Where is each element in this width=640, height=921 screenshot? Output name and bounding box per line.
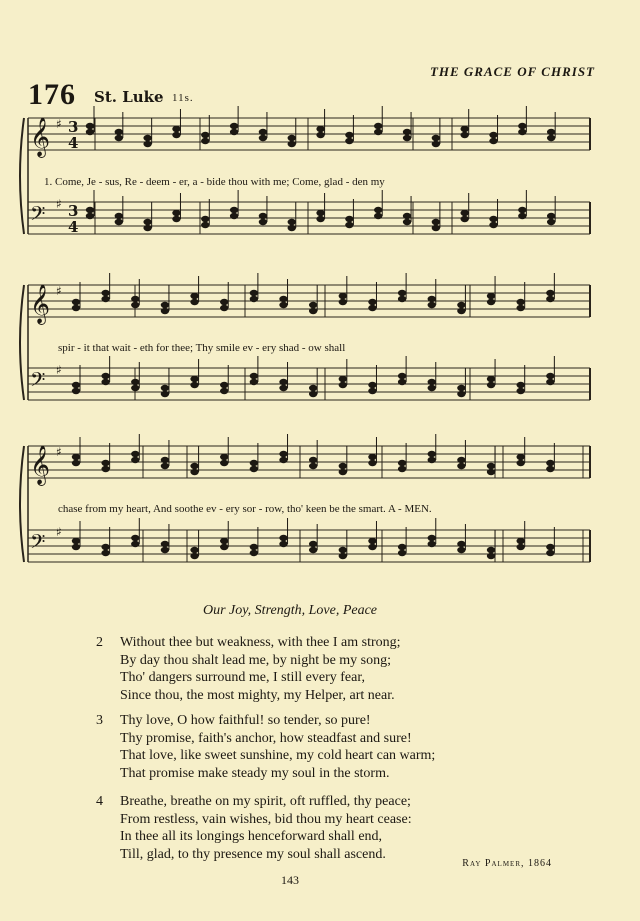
hymn-subtitle: Our Joy, Strength, Love, Peace [202,603,378,618]
note-head [143,225,151,231]
note-head [368,305,376,311]
note-head [339,547,347,553]
note-head [201,132,209,138]
note-head [279,541,287,547]
note-head [250,296,258,302]
note-head [172,132,180,138]
note-head [368,382,376,388]
note-head [172,210,180,216]
note-head [72,388,80,394]
note-head [368,388,376,394]
note-head [316,132,324,138]
stanza-line: Thy love, O how faithful! so tender, so pure! [120,713,371,728]
note-head [517,299,525,305]
note-head [403,213,411,219]
stanza-number: 4 [96,794,103,809]
bass-clef: 𝄢 [30,368,46,396]
note-head [374,123,382,129]
note-head [220,299,228,305]
note-head [279,302,287,308]
note-head [461,132,469,138]
note-head [546,544,554,550]
note-head [547,219,555,225]
note-head [428,302,436,308]
time-signature-digit: 3 [68,118,79,136]
note-head [457,385,465,391]
note-head [190,553,198,559]
key-signature: ♯ [56,445,62,459]
bass-clef: 𝄢 [30,530,46,558]
stanza-line: Thy promise, faith's anchor, how steadfast and sure! [120,730,412,746]
note-head [190,299,198,305]
note-head [201,138,209,144]
note-head [220,544,228,550]
note-head [345,132,353,138]
note-head [115,213,123,219]
note-head [546,460,554,466]
note-head [428,385,436,391]
note-head [487,463,495,469]
note-head [398,460,406,466]
stanza-line: Since thou, the most mighty, my Helper, art near. [120,687,395,703]
note-head [220,538,228,544]
note-head [86,129,94,135]
note-head [432,225,440,231]
note-head [131,451,139,457]
note-head [546,373,554,379]
note-head [428,457,436,463]
note-head [250,550,258,556]
note-head [345,138,353,144]
note-head [517,454,525,460]
note-head [309,385,317,391]
note-head [115,219,123,225]
note-head [86,213,94,219]
note-head [489,138,497,144]
note-head [339,376,347,382]
note-head [230,207,238,213]
note-head [339,469,347,475]
treble-clef: 𝄞 [30,445,51,485]
note-head [101,460,109,466]
note-head [72,305,80,311]
brace [20,118,24,234]
note-head [432,135,440,141]
note-head [487,299,495,305]
note-head [72,460,80,466]
lyrics-system-3: chase from my heart, And soothe ev - ery sor - row, tho' keen be the smart. A - MEN. [58,503,432,515]
note-head [259,213,267,219]
note-head [457,308,465,314]
note-head [457,541,465,547]
note-head [428,451,436,457]
treble-clef: 𝄞 [30,117,51,157]
note-head [518,213,526,219]
note-head [190,469,198,475]
note-head [101,550,109,556]
stanza-number: 3 [96,713,103,728]
note-head [517,544,525,550]
note-head [398,290,406,296]
note-head [309,457,317,463]
note-head [190,547,198,553]
note-head [220,382,228,388]
note-head [487,376,495,382]
stanza-line: From restless, vain wishes, bid thou my heart cease: [120,811,412,827]
key-signature: ♯ [56,284,62,298]
note-head [398,373,406,379]
note-head [339,299,347,305]
section-title: THE GRACE OF CHRIST [429,64,595,79]
note-head [428,296,436,302]
note-head [161,547,169,553]
note-head [190,293,198,299]
note-head [220,305,228,311]
note-head [403,135,411,141]
key-signature: ♯ [56,197,62,211]
time-signature-digit: 4 [68,218,79,236]
meter: 11s. [172,92,194,104]
note-head [309,547,317,553]
note-head [101,466,109,472]
note-head [398,296,406,302]
note-head [288,135,296,141]
note-head [517,460,525,466]
author-credit: Ray Palmer, 1864 [462,858,552,869]
note-head [345,216,353,222]
note-head [457,547,465,553]
brace [20,446,24,562]
note-head [288,141,296,147]
note-head [339,293,347,299]
stanza-line: In thee all its longings henceforward shall end, [120,829,383,844]
note-head [487,553,495,559]
stanza-line: That promise make steady my soul in the storm. [120,765,390,781]
time-signature-digit: 4 [68,134,79,152]
note-head [250,379,258,385]
note-head [230,213,238,219]
note-head [115,129,123,135]
note-head [131,379,139,385]
note-head [398,466,406,472]
note-head [190,376,198,382]
note-head [259,219,267,225]
note-head [461,126,469,132]
note-head [546,290,554,296]
key-signature: ♯ [56,117,62,131]
note-head [374,129,382,135]
note-head [546,379,554,385]
note-head [131,296,139,302]
stanza-line: Till, glad, to thy presence my soul shall ascend. [120,846,386,862]
note-head [131,535,139,541]
note-head [398,379,406,385]
note-head [250,290,258,296]
note-head [201,222,209,228]
note-head [72,544,80,550]
note-head [279,379,287,385]
note-head [457,463,465,469]
note-head [457,302,465,308]
note-head [547,135,555,141]
note-head [547,213,555,219]
note-head [86,123,94,129]
note-head [546,466,554,472]
note-head [518,129,526,135]
note-head [368,454,376,460]
note-head [518,123,526,129]
note-head [518,207,526,213]
note-head [143,219,151,225]
note-head [86,207,94,213]
note-head [161,308,169,314]
note-head [230,129,238,135]
note-head [316,210,324,216]
note-head [339,382,347,388]
note-head [101,373,109,379]
lyrics-system-2: spir - it that wait - eth for thee; Thy smile ev - ery shad - ow shall [58,342,346,354]
note-head [161,302,169,308]
note-head [101,296,109,302]
note-head [432,141,440,147]
note-head [143,141,151,147]
note-head [309,302,317,308]
note-head [428,535,436,541]
note-head [250,373,258,379]
note-head [161,463,169,469]
note-head [517,305,525,311]
note-head [220,460,228,466]
note-head [131,385,139,391]
note-head [517,382,525,388]
note-head [190,463,198,469]
note-head [101,379,109,385]
note-head [259,129,267,135]
note-head [339,553,347,559]
note-head [250,544,258,550]
note-head [368,538,376,544]
note-head [368,460,376,466]
note-head [131,302,139,308]
note-head [428,541,436,547]
lyrics-system-1: 1. Come, Je - sus, Re - deem - er, a - bide thou with me; Come, glad - den my [44,176,385,188]
stanza-line: Breathe, breathe on my spirit, oft ruffled, thy peace; [120,794,411,809]
note-head [220,454,228,460]
note-head [432,219,440,225]
note-head [279,385,287,391]
stanza-line: That love, like sweet sunshine, my cold heart can warm; [120,748,436,763]
note-head [72,454,80,460]
note-head [309,541,317,547]
note-head [161,457,169,463]
note-head [143,135,151,141]
note-head [489,132,497,138]
note-head [339,463,347,469]
note-head [517,538,525,544]
note-head [546,296,554,302]
note-head [457,457,465,463]
note-head [546,550,554,556]
note-head [547,129,555,135]
note-head [190,382,198,388]
note-head [115,135,123,141]
note-head [161,541,169,547]
stanza-line: By day thou shalt lead me, by night be my song; [120,652,392,668]
page-number: 143 [281,873,299,887]
note-head [101,290,109,296]
note-head [288,219,296,225]
note-head [457,391,465,397]
note-head [201,216,209,222]
bass-clef: 𝄢 [30,202,46,230]
note-head [309,308,317,314]
note-head [131,457,139,463]
note-head [220,388,228,394]
note-head [279,535,287,541]
stanza-line: Tho' dangers surround me, I still every fear, [120,670,365,685]
hymn-number: 176 [28,78,76,111]
note-head [161,391,169,397]
note-head [461,210,469,216]
note-head [489,216,497,222]
note-head [72,538,80,544]
note-head [279,457,287,463]
note-head [288,225,296,231]
note-head [72,299,80,305]
note-head [487,469,495,475]
key-signature: ♯ [56,363,62,377]
note-head [517,388,525,394]
note-head [72,382,80,388]
key-signature: ♯ [56,525,62,539]
note-head [374,213,382,219]
note-head [309,463,317,469]
note-head [368,299,376,305]
note-head [279,296,287,302]
note-head [101,544,109,550]
note-head [487,382,495,388]
note-head [230,123,238,129]
note-head [345,222,353,228]
note-head [428,379,436,385]
note-head [398,550,406,556]
note-head [161,385,169,391]
stanza-line: Without thee but weakness, with thee I am strong; [120,635,401,650]
note-head [398,544,406,550]
stanza-number: 2 [96,635,103,650]
time-signature-digit: 3 [68,202,79,220]
note-head [368,544,376,550]
note-head [316,216,324,222]
treble-clef: 𝄞 [30,284,51,324]
note-head [250,466,258,472]
note-head [309,391,317,397]
note-head [487,293,495,299]
note-head [250,460,258,466]
note-head [172,126,180,132]
note-head [374,207,382,213]
note-head [131,541,139,547]
note-head [259,135,267,141]
note-head [172,216,180,222]
note-head [487,547,495,553]
note-head [403,219,411,225]
note-head [279,451,287,457]
note-head [403,129,411,135]
brace [20,285,24,400]
tune-name: St. Luke [94,88,164,106]
note-head [489,222,497,228]
note-head [316,126,324,132]
note-head [461,216,469,222]
